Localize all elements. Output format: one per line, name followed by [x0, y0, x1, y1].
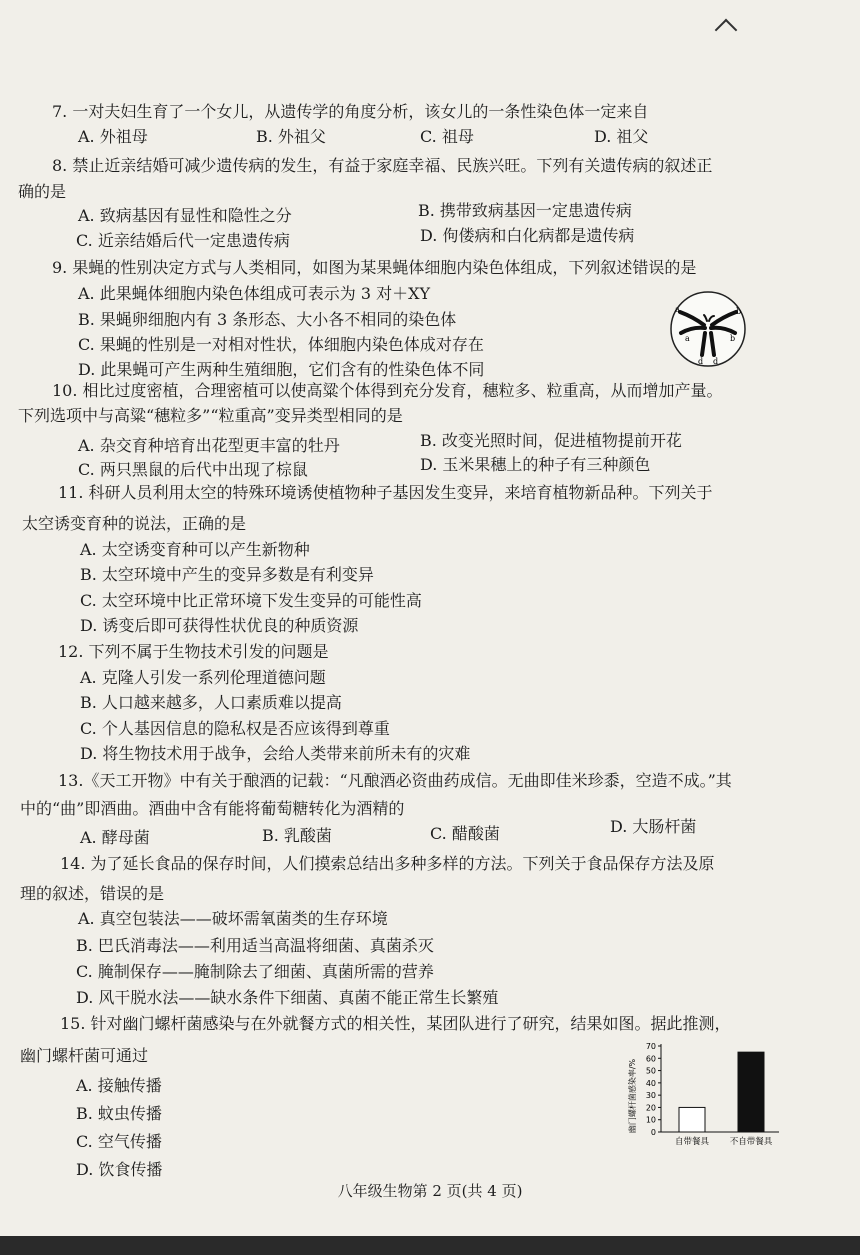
corner-mark-icon: [715, 19, 738, 42]
q7-option-b[interactable]: B. 外祖父: [256, 127, 326, 146]
q11-option-c[interactable]: C. 太空环境中比正常环境下发生变异的可能性高: [80, 591, 422, 610]
fig-label-a1: a: [675, 305, 680, 314]
q13-stem-line1: 13.《天工开物》中有关于酿酒的记载：“凡酿酒必资曲药成信。无曲即佳米珍黍，空造不成。”其: [58, 771, 732, 790]
q15-option-b[interactable]: B. 蚊虫传播: [76, 1104, 162, 1123]
q8-stem-line1: 8. 禁止近亲结婚可减少遗传病的发生，有益于家庭幸福、民族兴旺。下列有关遗传病的叙述正: [52, 156, 713, 175]
q13-stem-line2: 中的“曲”即酒曲。酒曲中含有能将葡萄糖转化为酒精的: [20, 799, 405, 818]
chart-y-tick-label: 60: [645, 1054, 656, 1064]
q15-stem-line1: 15. 针对幽门螺杆菌感染与在外就餐方式的相关性，某团队进行了研究，结果如图。据此推测，: [60, 1014, 731, 1033]
q11-option-b[interactable]: B. 太空环境中产生的变异多数是有利变异: [80, 565, 374, 584]
chart-x-tick-label: 自带餐具: [674, 1137, 710, 1147]
q8-stem-line2: 确的是: [18, 182, 67, 201]
scan-bottom-edge: [0, 1236, 860, 1255]
fig-label-b1: b: [736, 307, 742, 316]
chart-bar: [679, 1107, 705, 1132]
q14-option-d[interactable]: D. 风干脱水法——缺水条件下细菌、真菌不能正常生长繁殖: [76, 988, 499, 1007]
q7-stem: 7. 一对夫妇生育了一个女儿，从遗传学的角度分析，该女儿的一条性染色体一定来自: [52, 102, 649, 121]
q9-option-b[interactable]: B. 果蝇卵细胞内有 3 条形态、大小各不相同的染色体: [78, 310, 457, 329]
q12-option-b[interactable]: B. 人口越来越多，人口素质难以提高: [80, 693, 342, 712]
q14-stem-line2: 理的叙述，错误的是: [20, 884, 165, 903]
fig-label-d1: d: [698, 357, 704, 366]
q8-option-d[interactable]: D. 佝偻病和白化病都是遗传病: [420, 226, 635, 245]
chart-y-tick-label: 0: [650, 1128, 656, 1137]
chart-y-tick-label: 20: [645, 1103, 656, 1113]
chart-y-tick-label: 40: [645, 1078, 656, 1088]
q9-stem: 9. 果蝇的性别决定方式与人类相同，如图为某果蝇体细胞内染色体组成，下列叙述错误的是: [52, 258, 697, 277]
q9-option-c[interactable]: C. 果蝇的性别是一对相对性状，体细胞内染色体成对存在: [78, 335, 484, 354]
q13-option-c[interactable]: C. 醋酸菌: [430, 824, 500, 843]
chart-y-tick-label: 30: [645, 1091, 656, 1101]
q14-stem-line1: 14. 为了延长食品的保存时间，人们摸索总结出多种多样的方法。下列关于食品保存方法及原: [60, 854, 715, 873]
q15-option-c[interactable]: C. 空气传播: [76, 1132, 162, 1151]
q12-option-d[interactable]: D. 将生物技术用于战争，会给人类带来前所未有的灾难: [80, 744, 471, 763]
q14-option-a[interactable]: A. 真空包装法——破坏需氧菌类的生存环境: [78, 909, 388, 928]
chromosome-figure: [668, 289, 748, 369]
chart-y-tick-label: 70: [645, 1042, 656, 1051]
q9-option-d[interactable]: D. 此果蝇可产生两种生殖细胞，它们含有的性染色体不同: [78, 360, 485, 379]
q12-option-a[interactable]: A. 克隆人引发一系列伦理道德问题: [80, 668, 326, 687]
q7-option-a[interactable]: A. 外祖母: [78, 127, 148, 146]
q8-option-a[interactable]: A. 致病基因有显性和隐性之分: [78, 206, 292, 225]
q11-stem-line1: 11. 科研人员利用太空的特殊环境诱使植物种子基因发生变异，来培育植物新品种。下列关于: [58, 483, 713, 502]
q13-option-d[interactable]: D. 大肠杆菌: [610, 817, 697, 836]
q7-option-c[interactable]: C. 祖母: [420, 127, 474, 146]
q15-option-a[interactable]: A. 接触传播: [76, 1076, 162, 1095]
q10-option-a[interactable]: A. 杂交育种培育出花型更丰富的牡丹: [78, 436, 340, 455]
q12-option-c[interactable]: C. 个人基因信息的隐私权是否应该得到尊重: [80, 719, 390, 738]
q13-option-b[interactable]: B. 乳酸菌: [262, 826, 332, 845]
q11-stem-line2: 太空诱变育种的说法，正确的是: [22, 514, 247, 533]
chart-bar: [738, 1052, 764, 1132]
chart-x-tick-label: 不自带餐具: [729, 1137, 773, 1147]
q10-option-d[interactable]: D. 玉米果穗上的种子有三种颜色: [420, 455, 651, 474]
q15-option-d[interactable]: D. 饮食传播: [76, 1160, 163, 1179]
q11-option-d[interactable]: D. 诱变后即可获得性状优良的种质资源: [80, 616, 359, 635]
q8-option-c[interactable]: C. 近亲结婚后代一定患遗传病: [76, 231, 290, 250]
chart-body: [646, 1042, 779, 1147]
chart-y-tick-label: 10: [645, 1115, 656, 1125]
q10-option-b[interactable]: B. 改变光照时间，促进植物提前开花: [420, 431, 682, 450]
q9-option-a[interactable]: A. 此果蝇体细胞内染色体组成可表示为 3 对＋XY: [78, 284, 431, 303]
fig-label-a2: a: [685, 334, 690, 343]
q7-option-d[interactable]: D. 祖父: [594, 127, 649, 146]
q10-option-c[interactable]: C. 两只黑鼠的后代中出现了棕鼠: [78, 460, 308, 479]
q10-stem-line1: 10. 相比过度密植，合理密植可以使高粱个体得到充分发育，穗粒多、粒重高，从而增加产量。: [52, 381, 723, 400]
fig-label-b2: b: [730, 334, 736, 343]
chart-y-tick-label: 50: [645, 1066, 656, 1076]
q8-option-b[interactable]: B. 携带致病基因一定患遗传病: [418, 201, 632, 220]
q14-option-c[interactable]: C. 腌制保存——腌制除去了细菌、真菌所需的营养: [76, 962, 434, 981]
q10-stem-line2: 下列选项中与高粱“穗粒多”“粒重高”变异类型相同的是: [18, 406, 403, 425]
page-footer: 八年级生物第 2 页(共 4 页): [337, 1182, 523, 1200]
q13-option-a[interactable]: A. 酵母菌: [80, 828, 150, 847]
infection-rate-chart: [625, 1036, 790, 1156]
q14-option-b[interactable]: B. 巴氏消毒法——利用适当高温将细菌、真菌杀灭: [76, 936, 434, 955]
q15-stem-line2: 幽门螺杆菌可通过: [20, 1046, 149, 1065]
chart-ylabel: 幽门螺杆菌感染率/%: [628, 1058, 637, 1134]
q12-stem: 12. 下列不属于生物技术引发的问题是: [58, 642, 329, 661]
fig-label-d2: d: [713, 357, 719, 366]
q11-option-a[interactable]: A. 太空诱变育种可以产生新物种: [80, 540, 310, 559]
